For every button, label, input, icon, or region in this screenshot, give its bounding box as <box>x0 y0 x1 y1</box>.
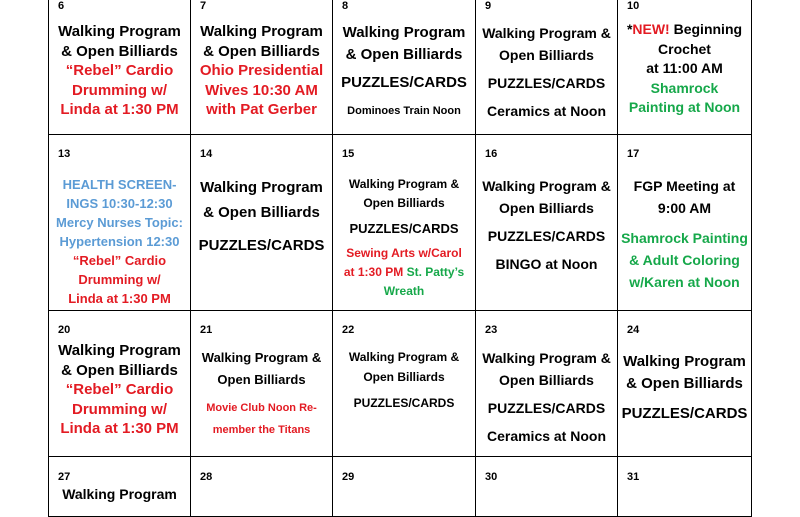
event-line: PUZZLES/CARDS <box>353 396 455 410</box>
event-line: Open Billiards <box>217 371 306 387</box>
calendar-day-cell <box>48 457 190 517</box>
event-text-segment: at 1:30 PM <box>343 265 407 279</box>
event-line: “Rebel” Cardio <box>65 62 174 79</box>
event-line: Drumming w/ <box>71 400 167 418</box>
event-text-segment: NEW! <box>632 21 670 37</box>
calendar-day-cell <box>475 457 617 517</box>
event-line: PUZZLES/CARDS <box>487 228 606 244</box>
day-number: 6 <box>58 0 65 12</box>
calendar-day-cell <box>332 135 475 311</box>
event-line <box>333 263 475 282</box>
day-events <box>191 22 332 120</box>
day-events <box>618 175 751 293</box>
calendar-day-cell <box>475 0 617 135</box>
day-number: 17 <box>627 148 640 160</box>
event-line: Dominoes Train Noon <box>347 105 461 117</box>
event-line: Open Billiards <box>363 196 445 210</box>
event-line: Wreath <box>383 284 425 298</box>
day-number: 23 <box>485 324 498 336</box>
day-events <box>191 347 332 441</box>
calendar-day-cell <box>48 135 190 311</box>
calendar-day-cell <box>332 457 475 517</box>
day-events <box>49 485 190 504</box>
event-line: 9:00 AM <box>657 200 712 216</box>
calendar-day-cell <box>48 0 190 135</box>
event-line: PUZZLES/CARDS <box>487 75 606 91</box>
day-events <box>476 22 617 122</box>
event-line: Sewing Arts w/Carol <box>346 246 462 260</box>
day-number: 29 <box>342 471 355 483</box>
event-line: Drumming w/ <box>78 272 161 287</box>
day-events <box>618 351 751 425</box>
event-line: Walking Program <box>200 23 323 40</box>
event-line: Wives 10:30 AM <box>205 81 318 99</box>
event-line: & Open Billiards <box>61 361 178 379</box>
event-line: Open Billiards <box>499 200 594 216</box>
event-line: Walking Program <box>623 353 746 370</box>
calendar-day-cell <box>48 311 190 457</box>
event-line: & Adult Coloring <box>629 252 740 268</box>
day-events <box>49 341 190 439</box>
event-line: Painting at Noon <box>628 99 741 115</box>
calendar-day-cell <box>190 457 332 517</box>
day-events <box>333 175 475 301</box>
day-events <box>333 22 475 122</box>
event-line: at 11:00 AM <box>646 60 723 76</box>
day-number: 13 <box>58 148 71 160</box>
day-number: 21 <box>200 324 213 336</box>
event-line: Walking Program <box>58 342 181 359</box>
event-line: Ohio Presidential <box>199 62 324 79</box>
day-number: 22 <box>342 324 355 336</box>
day-events <box>476 347 617 447</box>
event-line: Walking Program & <box>482 350 611 366</box>
day-number: 15 <box>342 148 355 160</box>
day-number: 24 <box>627 324 640 336</box>
event-line: Ceramics at Noon <box>486 103 607 119</box>
event-line: member the Titans <box>212 423 311 436</box>
calendar-day-cell <box>332 0 475 135</box>
calendar-day-cell <box>190 311 332 457</box>
event-line: Drumming w/ <box>71 81 167 99</box>
event-line: Open Billiards <box>499 47 594 63</box>
event-line: Linda at 1:30 PM <box>60 101 179 118</box>
event-line: & Open Billiards <box>345 46 463 63</box>
day-number: 7 <box>200 0 207 12</box>
event-text-segment: * <box>626 21 633 37</box>
day-number: 10 <box>627 0 640 12</box>
event-line: & Open Billiards <box>203 42 320 60</box>
event-line: & Open Billiards <box>61 42 178 60</box>
event-line <box>618 20 751 40</box>
event-line: HEALTH SCREEN- <box>62 177 177 192</box>
event-line: PUZZLES/CARDS <box>487 400 606 416</box>
day-number: 20 <box>58 324 71 336</box>
calendar-day-cell <box>332 311 475 457</box>
calendar-week-row <box>48 311 752 457</box>
event-line: w/Karen at Noon <box>629 274 740 290</box>
event-line: Shamrock Painting <box>621 230 748 246</box>
event-line: & Open Billiards <box>626 375 743 392</box>
event-line: Walking Program <box>200 179 323 196</box>
calendar-day-cell <box>617 0 752 135</box>
event-line: PUZZLES/CARDS <box>198 237 325 254</box>
event-line: Mercy Nurses Topic: <box>56 215 183 230</box>
event-line: & Open Billiards <box>203 204 320 221</box>
calendar-week-row <box>48 0 752 135</box>
event-line: Movie Club Noon Re- <box>206 402 317 414</box>
day-number: 14 <box>200 148 213 160</box>
event-line: INGS 10:30-12:30 <box>66 196 173 211</box>
event-line: Walking Program & <box>482 25 611 41</box>
day-events <box>333 347 475 413</box>
event-line: Linda at 1:30 PM <box>60 420 179 437</box>
day-number: 30 <box>485 471 498 483</box>
calendar-week-row <box>48 135 752 311</box>
event-line: BINGO at Noon <box>495 256 598 272</box>
day-number: 28 <box>200 471 213 483</box>
event-line: PUZZLES/CARDS <box>341 74 467 91</box>
event-line: Walking Program <box>62 486 177 502</box>
day-number: 31 <box>627 471 640 483</box>
calendar-week-row <box>48 457 752 517</box>
event-line: Walking Program <box>58 23 181 40</box>
day-events <box>618 20 751 118</box>
day-events <box>49 175 190 308</box>
day-number: 8 <box>342 0 349 12</box>
day-events <box>49 22 190 120</box>
event-line: Walking Program & <box>348 350 460 364</box>
event-line: Open Billiards <box>499 372 594 388</box>
event-line: Ceramics at Noon <box>486 428 607 444</box>
calendar-day-cell <box>617 135 752 311</box>
calendar-day-cell <box>475 311 617 457</box>
calendar-day-cell <box>190 135 332 311</box>
day-number: 9 <box>485 0 492 12</box>
event-text-segment: St. Patty’s <box>406 265 465 279</box>
event-line: FGP Meeting at <box>633 178 736 194</box>
calendar-day-cell <box>190 0 332 135</box>
event-line: Hypertension 12:30 <box>59 234 180 249</box>
day-events <box>191 175 332 258</box>
day-number: 27 <box>58 471 71 483</box>
calendar-day-cell <box>617 457 752 517</box>
event-line: PUZZLES/CARDS <box>621 405 748 422</box>
event-line: Linda at 1:30 PM <box>68 291 171 306</box>
event-line: Walking Program & <box>348 177 460 191</box>
day-number: 16 <box>485 148 498 160</box>
day-events <box>476 175 617 275</box>
calendar-day-cell <box>475 135 617 311</box>
event-line: “Rebel” Cardio <box>65 381 174 398</box>
event-line: Crochet <box>658 40 711 57</box>
event-line: “Rebel” Cardio <box>72 253 167 268</box>
event-line: Shamrock <box>650 79 719 96</box>
event-line: with Pat Gerber <box>206 101 317 118</box>
event-text-segment: Beginning <box>669 21 743 37</box>
event-line: Walking Program & <box>482 178 611 194</box>
event-line: Walking Program & <box>201 350 322 365</box>
event-line: PUZZLES/CARDS <box>349 221 459 236</box>
calendar-day-cell <box>617 311 752 457</box>
event-line: Walking Program <box>342 24 466 41</box>
event-line: Open Billiards <box>363 370 445 384</box>
